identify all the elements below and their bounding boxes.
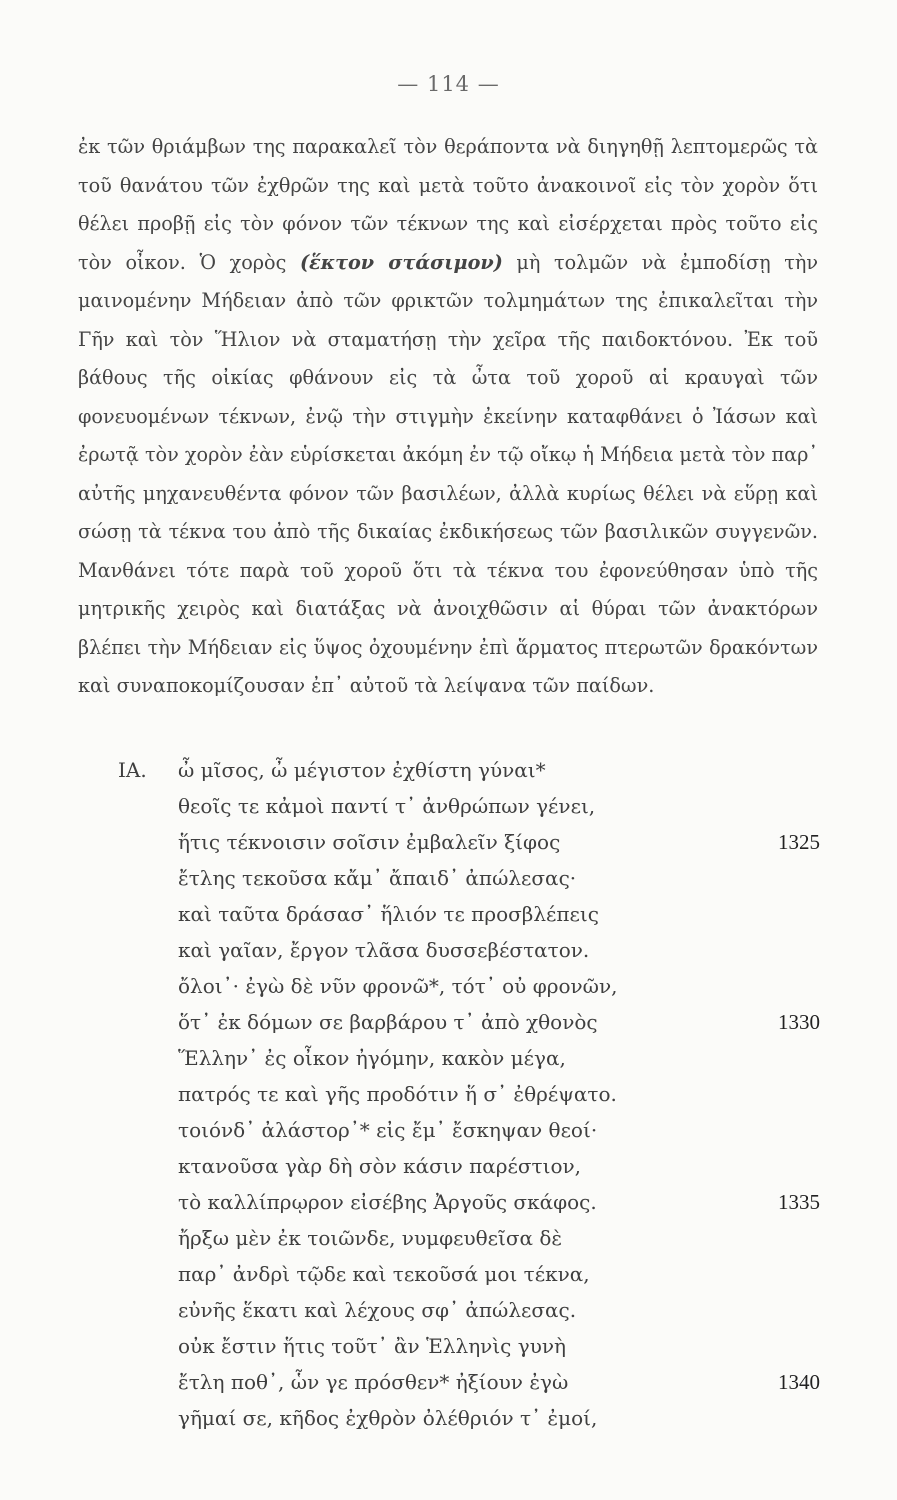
verse-line: παρ᾽ ἀνδρὶ τῷδε καὶ τεκοῦσά μοι τέκνα, — [178, 1262, 590, 1286]
prose-part-1: ἐκ τῶν θριάμβων της παρακαλεῖ τὸν θεράποντα νὰ διηγηθῇ λεπτομερῶς τὰ τοῦ θανάτου τῶν ἐχθρῶν της καὶ μετὰ τοῦτο ἀνακοινοῖ εἰς τὸν χορὸν ὅτι θέλει προβῇ εἰς τὸν φόνον τῶν τέκνων της καὶ εἰσέρχεται πρὸς τοῦτο εἰς τὸν οἶκον. Ὁ χορὸς — [78, 135, 818, 274]
line-number: 1325 — [778, 830, 820, 854]
line-number: 1330 — [778, 1010, 820, 1034]
prose-text — [78, 128, 818, 706]
verse-line: ἤρξω μὲν ἐκ τοιῶνδε, νυμφευθεῖσα δὲ — [178, 1226, 563, 1250]
verse-line: ἥτις τέκνοισιν σοῖσιν ἐμβαλεῖν ξίφος — [178, 830, 561, 854]
verse-line: ἔτλης τεκοῦσα κἄμ᾽ ἄπαιδ᾽ ἀπώλεσας· — [178, 866, 577, 890]
page-number: — 114 — — [397, 72, 500, 96]
verse-line: πατρός τε καὶ γῆς προδότιν ἥ σ᾽ ἐθρέψατο. — [178, 1082, 617, 1106]
verse-line: ἔτλη ποθ᾽, ὧν γε πρόσθεν* ἠξίουν ἐγὼ — [178, 1370, 569, 1394]
verse-line: ὦ μῖσος, ὦ μέγιστον ἐχθίστη γύναι* — [178, 758, 546, 782]
verse-line: τὸ καλλίπρῳρον εἰσέβης Ἀργοῦς σκάφος. — [178, 1190, 597, 1214]
verse-label: ΙΑ. — [118, 758, 147, 782]
verse-line: Ἕλλην᾽ ἐς οἶκον ἠγόμην, κακὸν μέγα, — [178, 1046, 566, 1070]
verse-line: καὶ ταῦτα δράσασ᾽ ἥλιόν τε προσβλέπεις — [178, 902, 599, 926]
line-number: 1335 — [778, 1190, 820, 1214]
verse-line: θεοῖς τε κἀμοὶ παντί τ᾽ ἀνθρώπων γένει, — [178, 794, 596, 818]
verse-line: εὐνῆς ἕκατι καὶ λέχους σφ᾽ ἀπώλεσας. — [178, 1298, 577, 1322]
prose-part-2: μὴ τολμῶν νὰ ἐμποδίσῃ τὴν μαινομένην Μήδειαν ἀπὸ τῶν φρικτῶν τολμημάτων της ἐπικαλεῖται τὴν Γῆν καὶ τὸν Ἥλιον νὰ σταματήσῃ τὴν χεῖρα τῆς παιδοκτόνου. Ἐκ τοῦ βάθους τῆς οἰκίας φθάνουν εἰς τὰ ὦτα τοῦ χοροῦ αἱ κραυγαὶ τῶν φονευομένων τέκνων, ἐνῷ τὴν στιγμὴν ἐκείνην καταφθάνει ὁ Ἰάσων καὶ ἐρωτᾷ τὸν χορὸν ἐὰν εὑρίσκεται ἀκόμη ἐν τῷ οἴκῳ ἡ Μήδεια μετὰ τὸν παρ᾽ αὐτῆς μηχανευθέντα φόνον τῶν βασιλέων, ἀλλὰ κυρίως θέλει νὰ εὕρῃ καὶ σώσῃ τὰ τέκνα του ἀπὸ τῆς δικαίας ἐκδικήσεως τῶν βασιλικῶν συγγενῶν. Μανθάνει τότε παρὰ τοῦ χοροῦ ὅτι τὰ τέκνα του ἐφονεύθησαν ὑπὸ τῆς μητρικῆς χειρὸς καὶ διατάξας νὰ ἀνοιχθῶσιν αἱ θύραι τῶν ἀνακτόρων βλέπει τὴν Μήδειαν εἰς ὕψος ὀχουμένην ἐπὶ ἅρματος πτερωτῶν δρακόντων καὶ συναποκομίζουσαν ἐπ᾽ αὐτοῦ τὰ λείψανα τῶν παίδων. — [78, 250, 818, 697]
verse-line: κτανοῦσα γὰρ δὴ σὸν κάσιν παρέστιον, — [178, 1154, 582, 1178]
prose-emphasis: (ἕκτον στάσιμον) — [299, 250, 503, 274]
line-number: 1340 — [778, 1370, 820, 1394]
verse-line: ὄλοι᾽· ἐγὼ δὲ νῦν φρονῶ*, τότ᾽ οὐ φρονῶν, — [178, 974, 618, 998]
verse-line: οὐκ ἔστιν ἥτις τοῦτ᾽ ἂν Ἑλληνὶς γυνὴ — [178, 1334, 566, 1358]
prose-paragraph — [78, 128, 818, 706]
verse-line: καὶ γαῖαν, ἔργον τλᾶσα δυσσεβέστατον. — [178, 938, 590, 962]
verse-line: τοιόνδ᾽ ἀλάστορ᾽* εἰς ἔμ᾽ ἔσκηψαν θεοί· — [178, 1118, 598, 1142]
verse-line: ὅτ᾽ ἐκ δόμων σε βαρβάρου τ᾽ ἀπὸ χθονὸς — [178, 1010, 598, 1034]
verse-line: γῆμαί σε, κῆδος ἐχθρὸν ὀλέθριόν τ᾽ ἐμοί, — [178, 1406, 598, 1430]
